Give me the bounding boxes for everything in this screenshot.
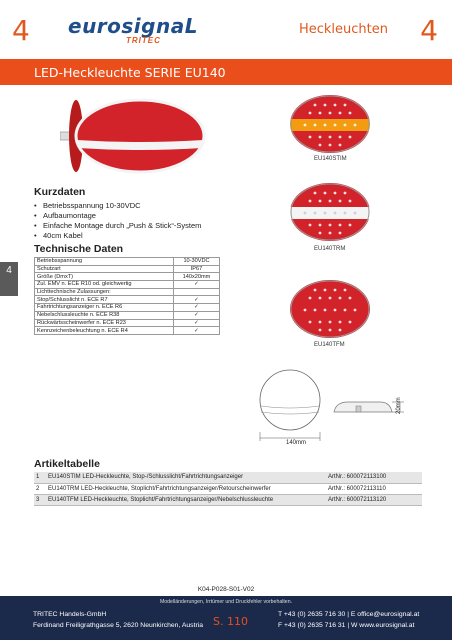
table-row: [34, 483, 422, 494]
spec-label: Rückwärtsscheinwerfer n. ECE R23: [35, 319, 174, 327]
article-number: 3: [34, 494, 46, 505]
list-item: • 40cm Kabel: [34, 231, 201, 241]
chapter-side-tab: 4: [0, 262, 18, 296]
technische-daten-heading: Technische Daten: [34, 243, 124, 255]
footer-contact-phone-email: T +43 (0) 2635 716 30 | E office@eurosignal.at: [278, 611, 420, 618]
spec-value: ✓: [174, 281, 220, 289]
table-row: [35, 327, 220, 335]
product-caption-eu140trm: EU140TRM: [314, 246, 346, 252]
spec-value: 140x20mm: [174, 273, 220, 281]
table-row: [35, 319, 220, 327]
table-row: [35, 265, 220, 273]
article-description: EU140STIM LED-Heckleuchte, Stop-/Schlusslicht/Fahrtrichtungsanzeiger: [46, 472, 326, 483]
page-number-right: 4: [420, 14, 438, 47]
table-row: [35, 273, 220, 281]
article-art-nr: ArtNr.: 600072113110: [326, 483, 422, 494]
product-caption-eu140stim: EU140STIM: [314, 156, 347, 162]
article-description: EU140TFM LED-Heckleuchte, Stoplicht/Fahrtrichtungsanzeiger/Nebelschlussleuchte: [46, 494, 326, 505]
spec-label: Größe (DmxT): [35, 273, 174, 281]
footer-page-number: S. 110: [213, 615, 248, 628]
title-banner: [0, 59, 452, 85]
spec-value: IP67: [174, 265, 220, 273]
article-description: EU140TRM LED-Heckleuchte, Stoplicht/Fahrtrichtungsanzeiger/Retourscheinwerfer: [46, 483, 326, 494]
spec-label: Stop/Schlusslicht n. ECE R7: [35, 296, 174, 304]
spec-value: ✓: [174, 296, 220, 304]
table-row: [35, 311, 220, 319]
article-number: 1: [34, 472, 46, 483]
main-product-image: [60, 96, 210, 176]
page-number-left: 4: [12, 14, 30, 47]
table-row: [35, 288, 220, 296]
spec-value: ✓: [174, 319, 220, 327]
spec-label: Zul. EMV n. ECE R10 od. gleichwertig: [35, 281, 174, 289]
document-code: K04-P028-S01-V02: [197, 586, 255, 593]
product-image-eu140tfm: [290, 280, 370, 338]
spec-label: Lichttechnische Zulassungen:: [35, 288, 174, 296]
spec-label: Betriebsspannung: [35, 258, 174, 266]
technical-data-table: [34, 257, 220, 335]
spec-value: [174, 288, 220, 296]
spec-label: Kennzeichenbeleuchtung n. ECE R4: [35, 327, 174, 335]
article-art-nr: ArtNr.: 600072113120: [326, 494, 422, 505]
spec-label: Schutzart: [35, 265, 174, 273]
footer-company: TRITEC Handels-GmbH: [33, 611, 107, 618]
spec-value: ✓: [174, 327, 220, 335]
kurzdaten-list: [34, 201, 201, 241]
product-image-eu140stim: [290, 95, 370, 153]
page-footer: [0, 596, 452, 640]
footer-address: Ferdinand Freiligrathgasse 5, 2620 Neunkirchen, Austria: [33, 622, 204, 629]
drawing-side-view: [334, 402, 392, 412]
drawing-front-view: [260, 370, 320, 430]
spec-value: ✓: [174, 304, 220, 312]
footer-contact-fax-web: F +43 (0) 2635 716 31 | W www.eurosignal.at: [278, 622, 415, 629]
article-number: 2: [34, 483, 46, 494]
table-row: [35, 281, 220, 289]
kurzdaten-heading: Kurzdaten: [34, 186, 86, 198]
table-row: [35, 304, 220, 312]
table-row: [35, 258, 220, 266]
footer-disclaimer: Modelländerungen, Irrtümer und Druckfehler vorbehalten.: [159, 599, 293, 605]
spec-label: Nebelschlussleuchte n. ECE R38: [35, 311, 174, 319]
spec-value: ✓: [174, 311, 220, 319]
list-item: • Einfache Montage durch „Push & Stick“-System: [34, 221, 201, 231]
table-row: [34, 472, 422, 483]
page-header: [0, 0, 452, 58]
artikeltabelle-heading: Artikeltabelle: [34, 458, 100, 470]
list-item: • Betriebsspannung 10-30VDC: [34, 201, 201, 211]
list-item: • Aufbaumontage: [34, 211, 201, 221]
product-image-eu140trm: [290, 183, 370, 241]
product-caption-eu140tfm: EU140TFM: [314, 342, 345, 348]
category-title: Heckleuchten: [298, 22, 388, 37]
spec-label: Fahrtrichtungsanzeiger n. ECE R6: [35, 304, 174, 312]
brand-logo: [68, 14, 198, 45]
table-row: [34, 494, 422, 505]
table-row: [35, 296, 220, 304]
product-series-title: LED-Heckleuchte SERIE EU140: [34, 65, 226, 80]
article-art-nr: ArtNr.: 600072113100: [326, 472, 422, 483]
dimension-height-label: 20mm: [396, 397, 402, 414]
article-table: [34, 472, 422, 506]
logo-sub-text: TRITEC: [126, 36, 161, 45]
spec-value: 10-30VDC: [174, 258, 220, 266]
logo-main-text: eurosignaL: [68, 14, 198, 38]
dimension-width-label: 140mm: [286, 440, 307, 446]
